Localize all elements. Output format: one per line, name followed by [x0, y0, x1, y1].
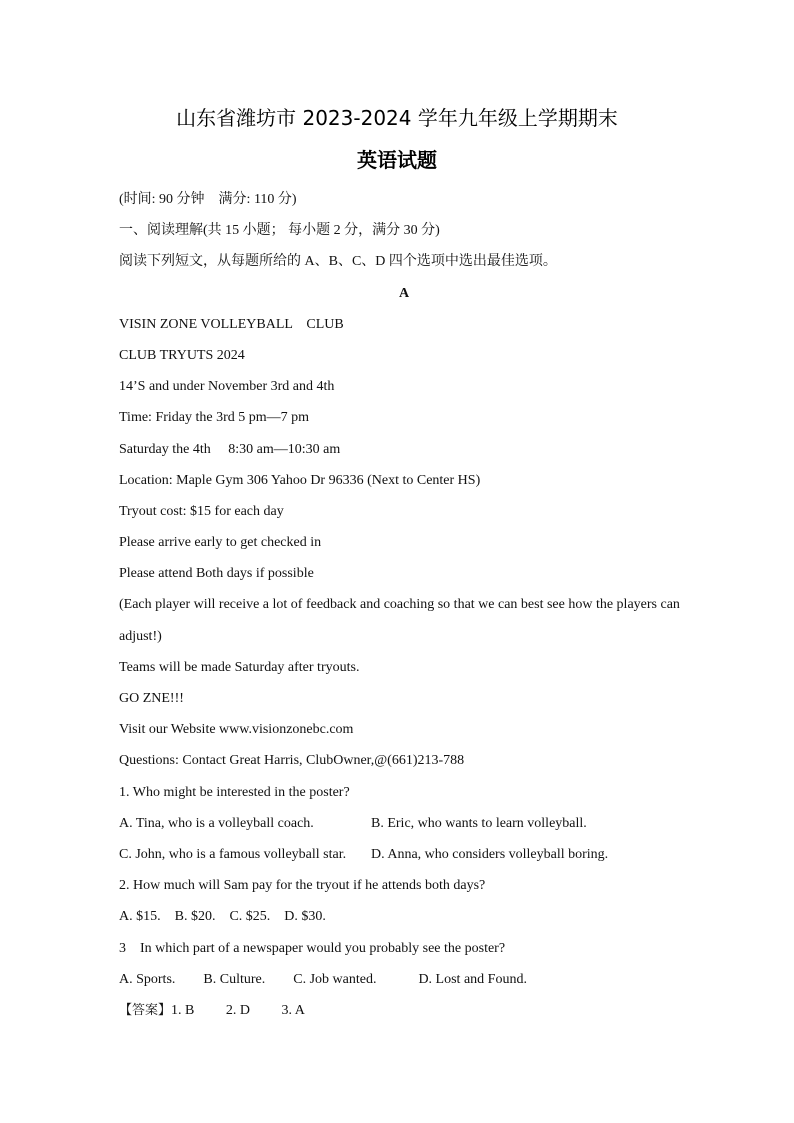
- answer-text: 1. B 2. D 3. A: [171, 1002, 305, 1018]
- option-c: C. John, who is a famous volleyball star.: [119, 846, 347, 862]
- option-a: A. Tina, who is a volleyball coach.: [119, 815, 314, 831]
- passage-line: Location: Maple Gym 306 Yahoo Dr 96336 (Next to Center HS): [119, 472, 481, 488]
- option-d: D. Anna, who considers volleyball boring.: [371, 846, 609, 862]
- passage-label: A: [398, 285, 410, 301]
- instructions: 阅读下列短文，从每题所给的 A、B、C、D 四个选项中选出最佳选项。: [119, 254, 557, 270]
- passage-line: adjust!): [119, 628, 162, 644]
- passage-line: GO ZNE!!!: [119, 691, 184, 706]
- passage-line: VISIN ZONE VOLLEYBALL CLUB: [119, 316, 344, 332]
- passage-line: Please arrive early to get checked in: [119, 535, 322, 551]
- answer-line: [119, 995, 689, 1026]
- document-title: 山东省潍坊市 2023-2024 学年九年级上学期期末: [176, 106, 618, 130]
- passage-line: Visit our Website www.visionzonebc.com: [119, 722, 354, 738]
- option-row: [119, 808, 689, 839]
- document-body: [119, 184, 689, 1026]
- document-subtitle: 英语试题: [357, 148, 437, 172]
- passage-line: CLUB TRYUTS 2024: [119, 347, 245, 363]
- section-heading: 一、阅读理解(共 15 小题； 每小题 2 分，满分 30 分): [119, 223, 440, 239]
- passage-line: Please attend Both days if possible: [119, 566, 314, 582]
- passage-line: Teams will be made Saturday after tryouts.: [119, 659, 360, 675]
- passage-line: Questions: Contact Great Harris, ClubOwner,@(661)213-788: [119, 753, 465, 769]
- exam-info: (时间: 90 分钟 满分: 110 分): [119, 192, 297, 207]
- passage-line: (Each player will receive a lot of feedback and coaching so that we can best see how the players can: [119, 597, 680, 613]
- passage-line: Tryout cost: $15 for each day: [119, 503, 284, 519]
- option-row: [119, 839, 689, 870]
- question-stem: 1. Who might be interested in the poster?: [119, 784, 350, 800]
- passage-line: Time: Friday the 3rd 5 pm—7 pm: [119, 410, 310, 426]
- answer-tag: 【答案】: [119, 1002, 172, 1018]
- question-stem: 2. How much will Sam pay for the tryout if he attends both days?: [119, 878, 486, 894]
- question-stem: 3 In which part of a newspaper would you probably see the poster?: [119, 940, 506, 956]
- option-b: B. Eric, who wants to learn volleyball.: [371, 815, 587, 831]
- options-inline: A. $15. B. $20. C. $25. D. $30.: [119, 909, 326, 925]
- passage-line: Saturday the 4th 8:30 am—10:30 am: [119, 441, 341, 457]
- options-inline: A. Sports. B. Culture. C. Job wanted. D. Lost and Found.: [119, 971, 527, 987]
- passage-line: 14’S and under November 3rd and 4th: [119, 379, 335, 395]
